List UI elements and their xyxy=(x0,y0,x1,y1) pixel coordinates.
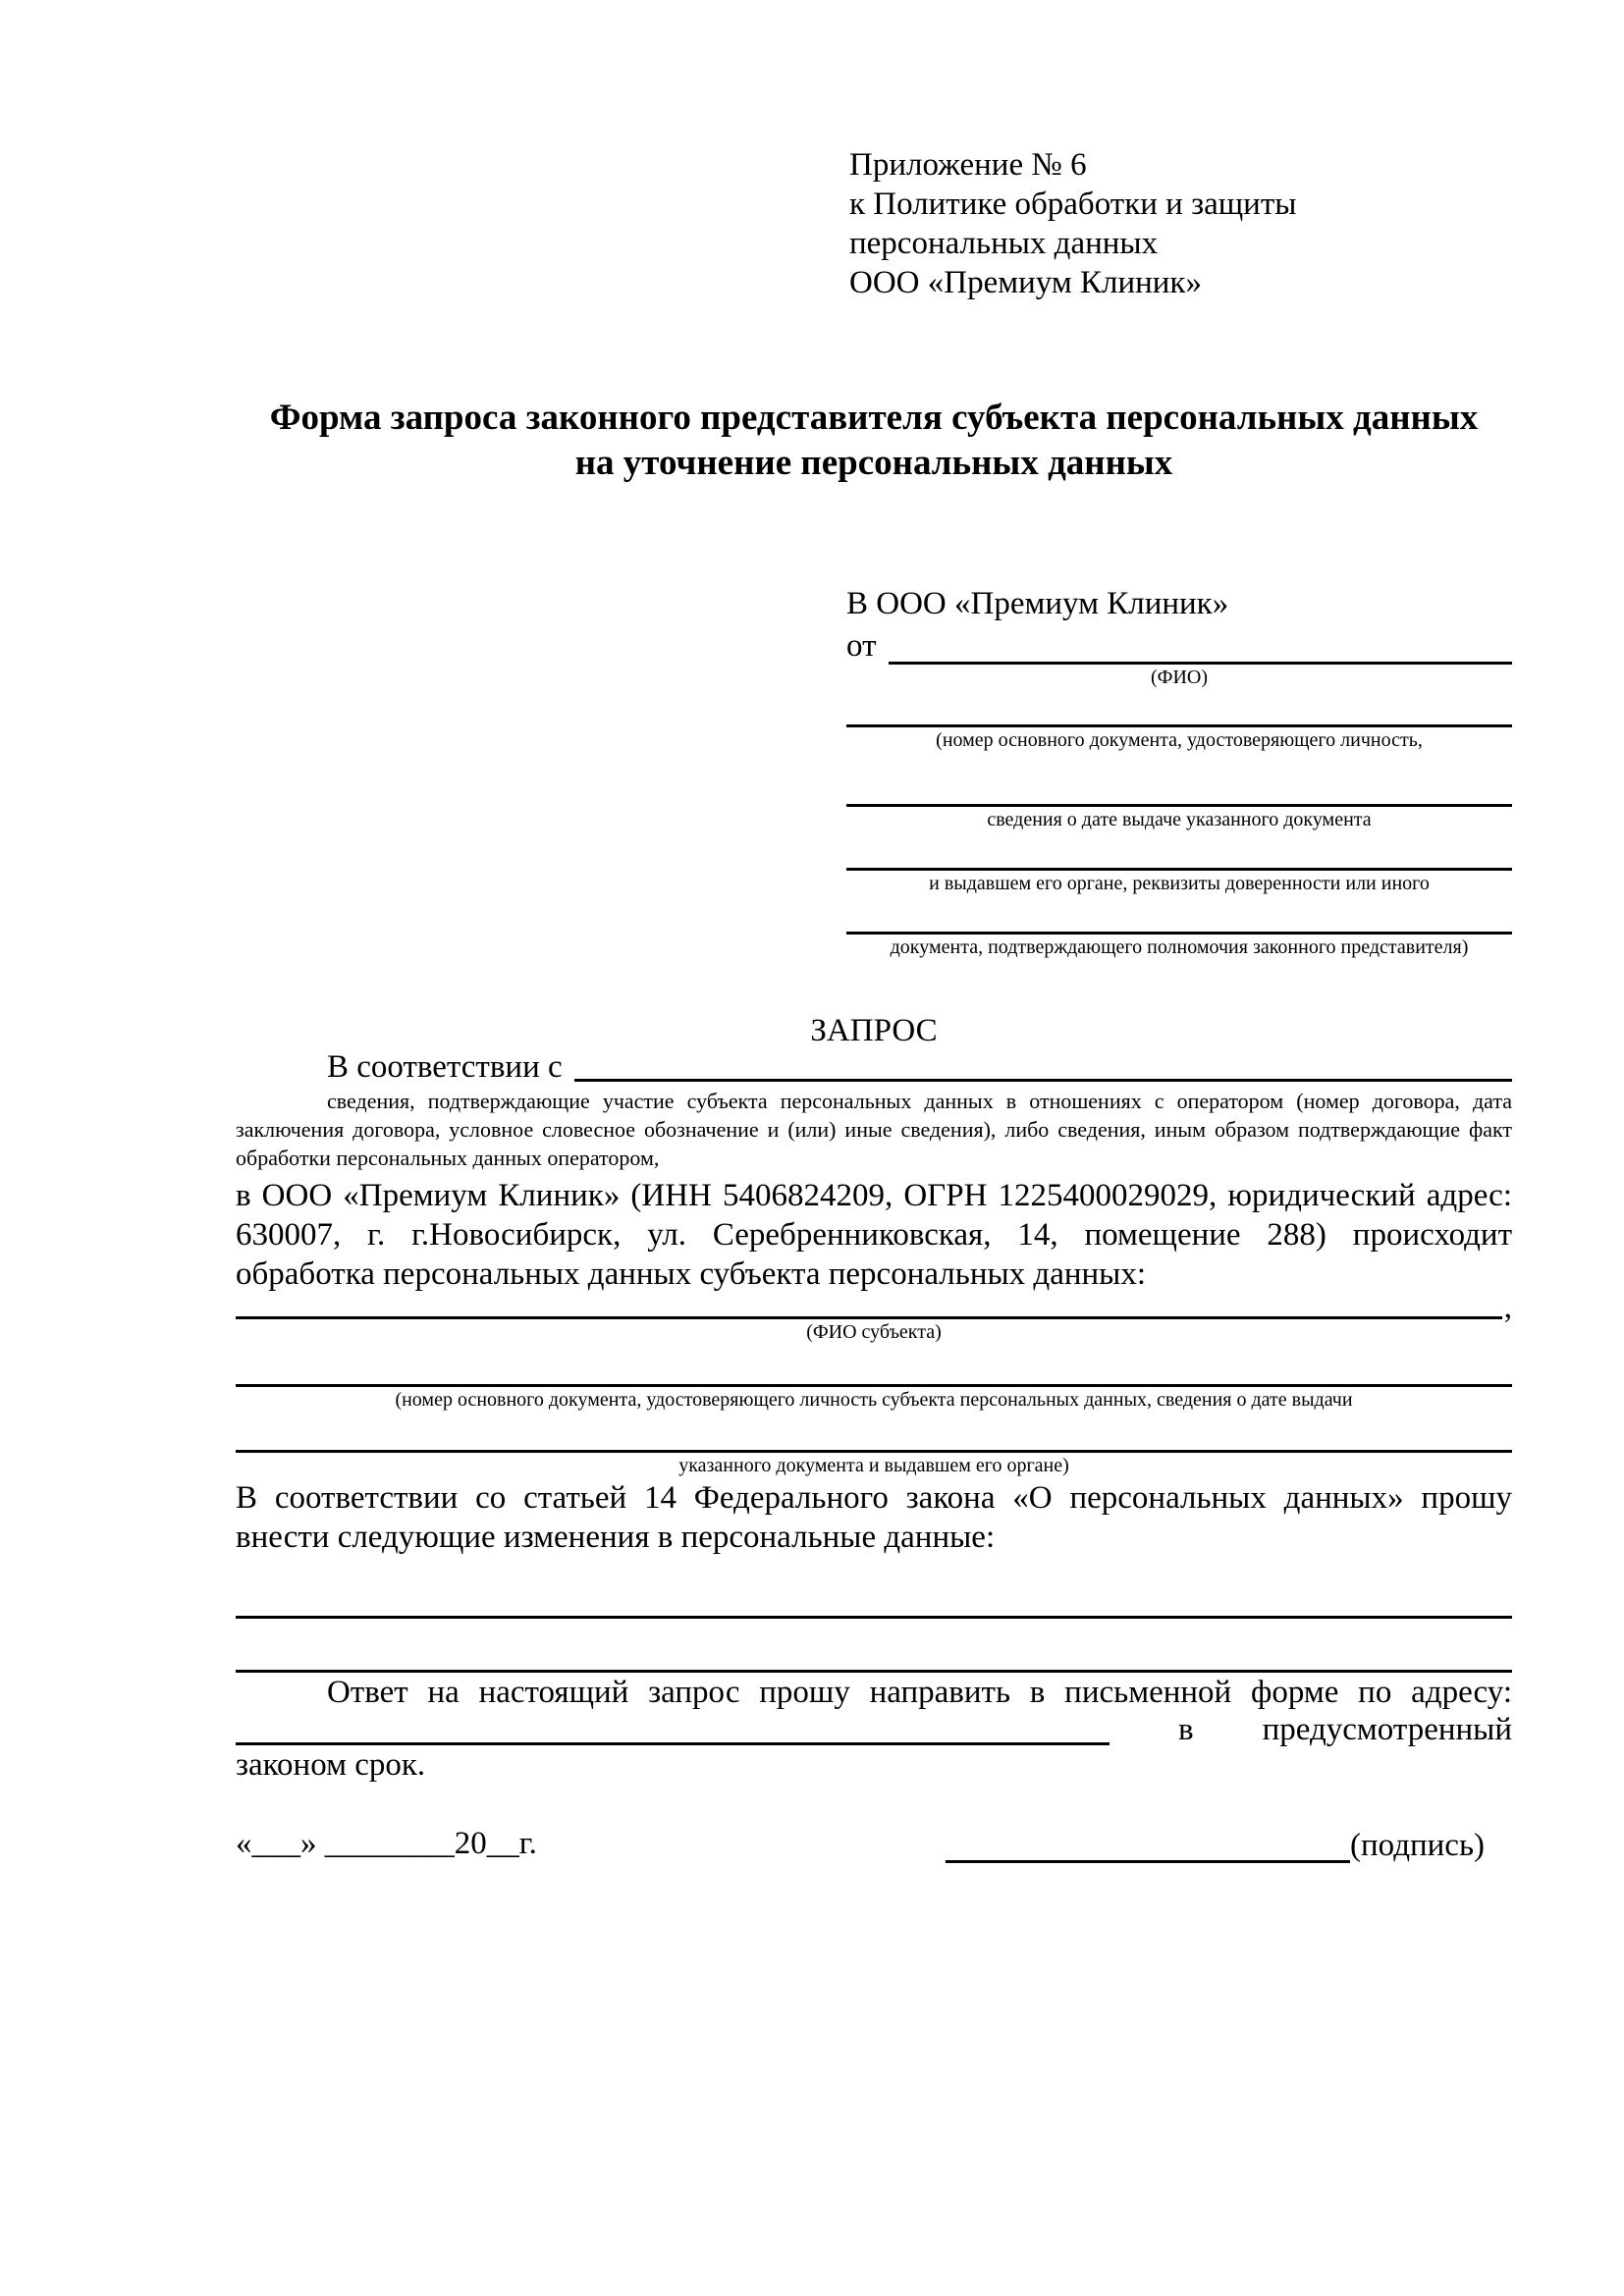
subject-doc-blank-line xyxy=(236,1345,1512,1387)
addressee-to: В ООО «Премиум Клиник» xyxy=(846,586,1229,621)
annex-line: ООО «Премиум Клиник» xyxy=(849,265,1202,300)
subject-fio-line-comma: , xyxy=(1503,1290,1512,1325)
basis-fill-line xyxy=(574,1079,1512,1082)
subject-fio-line xyxy=(236,1290,1512,1325)
representative-doc-caption-1: (номер основного документа, удостоверяющего личность, xyxy=(936,729,1423,751)
subject-fio-caption: (ФИО субъекта) xyxy=(806,1321,942,1343)
representative-doc-blank-line xyxy=(846,832,1512,871)
basis-row xyxy=(236,1049,1512,1085)
operator-paragraph: в ООО «Премиум Клиник» (ИНН 5406824209, ОГРН 1225400029029, юридический адрес: 630007, г. г.Новосибирск, ул. Серебренниковская, 14, помещение 288) происходит обработка персональных данных субъекта персональных данных: xyxy=(236,1178,1512,1292)
signing-row xyxy=(236,1824,1512,1863)
answer-paragraph: Ответ на настоящий запрос прошу направить в письменной форме по адресу: xyxy=(327,1675,1512,1710)
subject-doc-blank-line xyxy=(236,1413,1512,1453)
signature-blank-line xyxy=(946,1831,1350,1863)
representative-doc-caption-3: и выдавшем его органе, реквизиты доверенности или иного xyxy=(929,873,1430,894)
from-row xyxy=(846,623,1512,665)
law-paragraph: В соответствии со статьей 14 Федерального закона «О персональных данных» прошу внести следующие изменения в персональные данные: xyxy=(236,1480,1512,1555)
basis-footnote: сведения, подтверждающие участие субъекта персональных данных в отношениях с оператором (номер договора, дата заключения договора, условное словесное обозначение и (или) иные сведения), либо сведения, иным образом подтверждающие факт обработки персональных данных оператором, xyxy=(236,1089,1512,1170)
answer-tail: законом срок. xyxy=(236,1747,426,1783)
addressee-block xyxy=(846,584,1512,960)
from-label: от xyxy=(846,628,877,664)
annex-line: Приложение № 6 xyxy=(849,147,1087,183)
request-heading: ЗАПРОС xyxy=(810,1013,938,1048)
annex-line: к Политике обработки и защиты xyxy=(849,187,1297,222)
document-title-line2: на уточнение персональных данных xyxy=(574,443,1173,483)
representative-doc-caption-4: документа, подтверждающего полномочия законного представителя) xyxy=(890,936,1469,958)
document-title-line1: Форма запроса законного представителя субъекта персональных данных xyxy=(269,398,1479,438)
representative-doc-blank-line xyxy=(846,896,1512,934)
answer-address-row xyxy=(236,1712,1512,1745)
representative-doc-blank-line xyxy=(846,690,1512,727)
signature-area xyxy=(946,1828,1485,1863)
changes-blank-line xyxy=(236,1584,1512,1619)
date-blank: «___» ________20__г. xyxy=(236,1826,537,1861)
answer-word: в xyxy=(1178,1712,1194,1747)
fio-caption: (ФИО) xyxy=(1150,667,1208,688)
subject-doc-caption-2: указанного документа и выдавшем его органе) xyxy=(678,1455,1069,1476)
subject-doc-caption-1: (номер основного документа, удостоверяющего личность субъекта персональных данных, сведения о дате выдачи xyxy=(395,1389,1353,1411)
representative-doc-blank-line xyxy=(846,753,1512,807)
basis-prefix: В соответствии с xyxy=(327,1049,563,1085)
signature-caption: (подпись) xyxy=(1350,1828,1485,1863)
answer-word: предусмотренный xyxy=(1262,1712,1512,1747)
annex-line: персональных данных xyxy=(849,226,1159,261)
changes-blank-line xyxy=(236,1619,1512,1673)
annex-block xyxy=(849,145,1512,302)
document-title xyxy=(236,396,1512,486)
representative-doc-caption-2: сведения о дате выдаче указанного документа xyxy=(987,809,1372,830)
